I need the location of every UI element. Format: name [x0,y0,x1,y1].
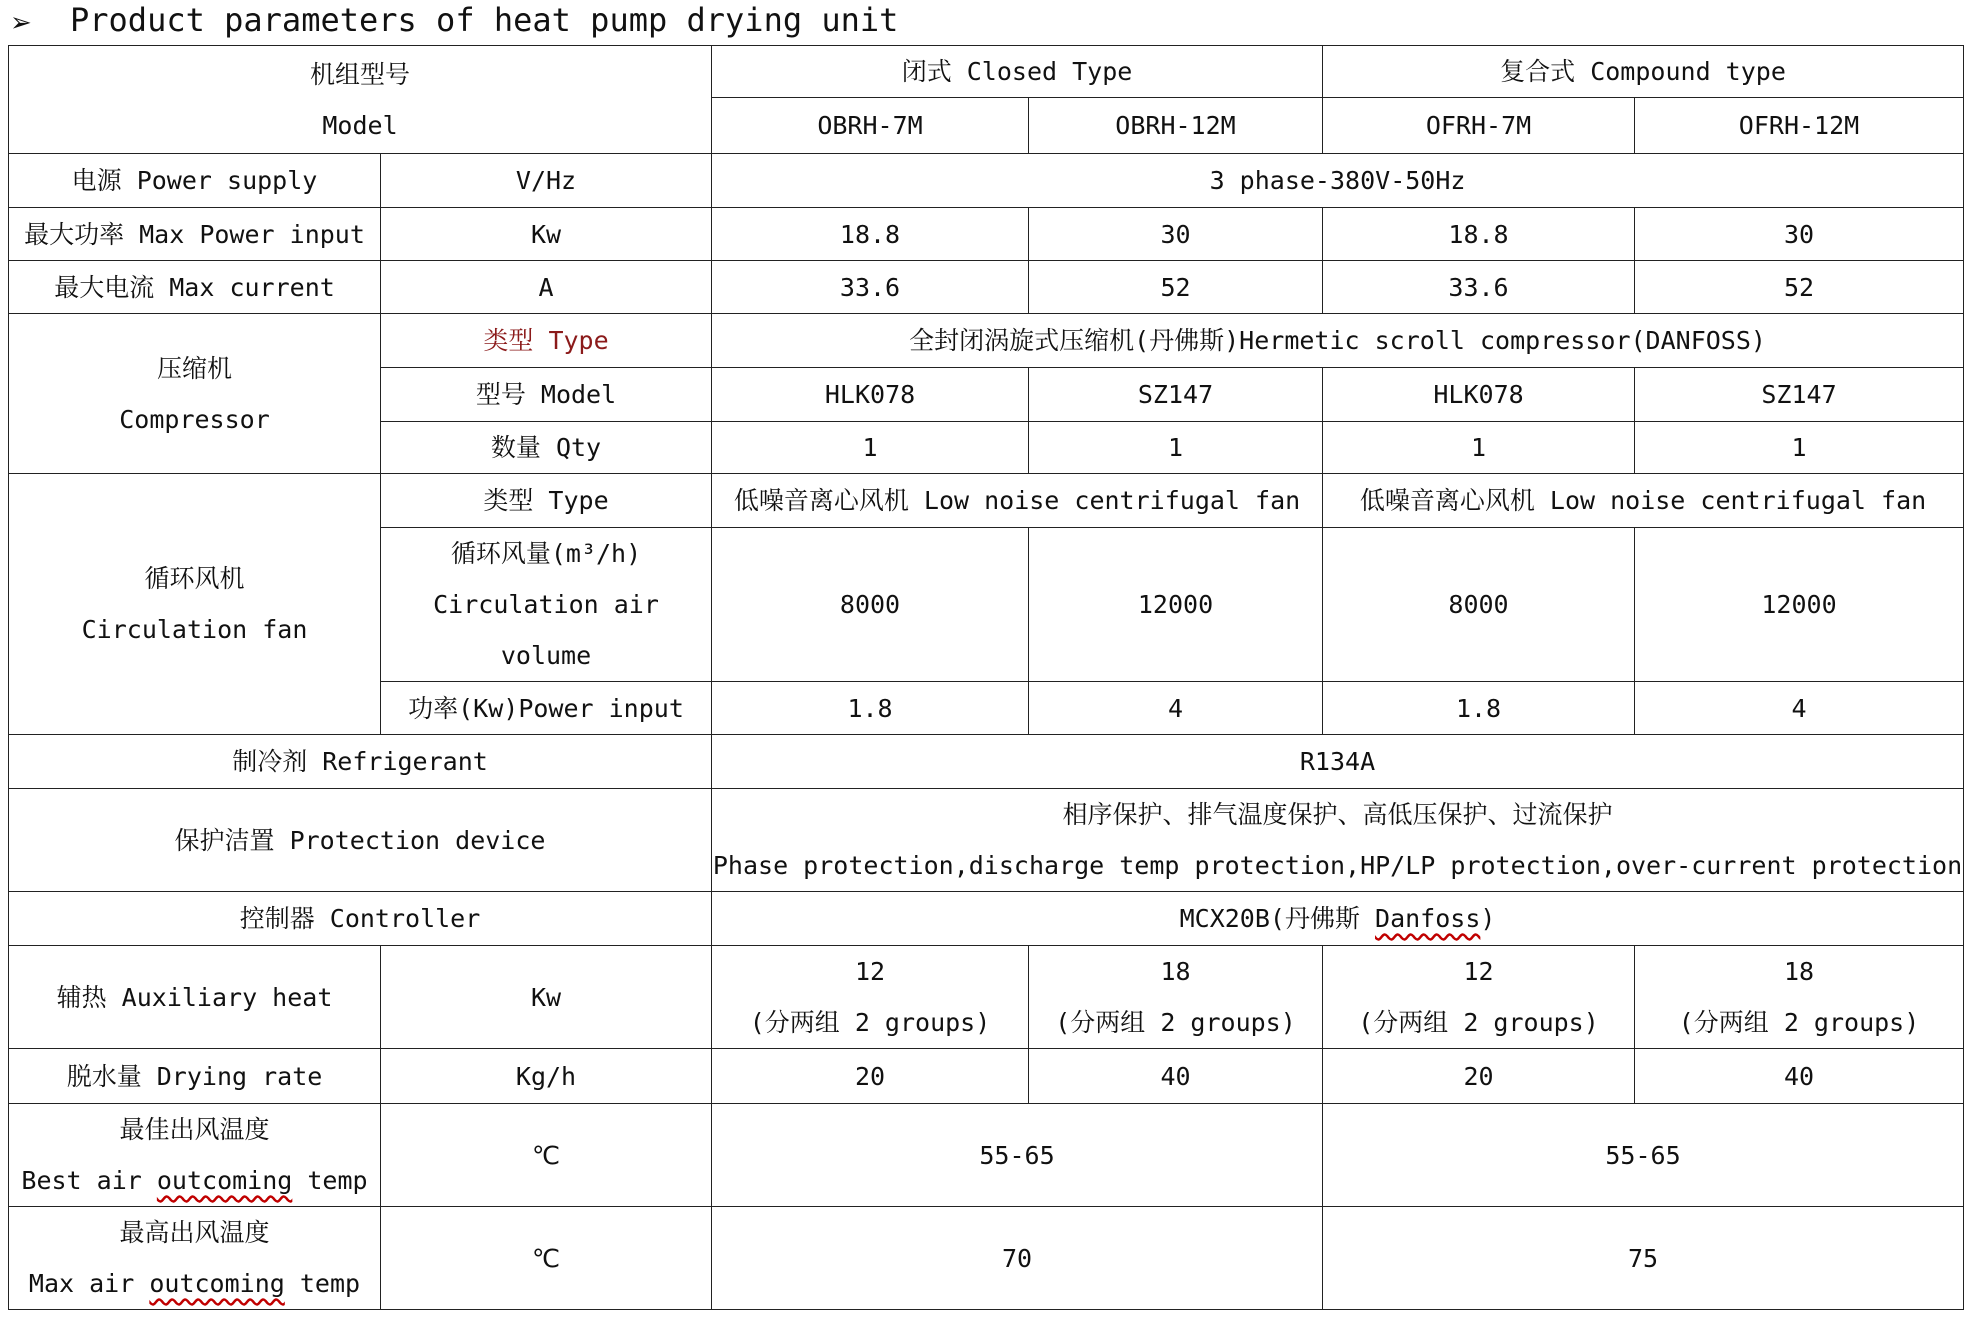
aux-heat-note: (分两组 2 groups) [749,1008,991,1037]
value-cell: 20 [1323,1049,1635,1104]
label-text-underlined: outcoming [156,1166,293,1195]
model-header-cn: 机组型号 [310,59,411,89]
fan-type-row [9,474,1964,528]
value-cell: 8000 [1323,528,1635,682]
sub-label-cell: 功率(Kw)Power input [381,682,712,735]
value-cell: 55-65 [1323,1104,1964,1207]
unit-cell: ℃ [381,1207,712,1310]
model-name-cell: OBRH-7M [712,98,1029,154]
model-name-cell: OBRH-12M [1029,98,1323,154]
value-cell: 1.8 [712,682,1029,735]
value-cell [712,946,1029,1049]
sub-label-cell [381,314,712,368]
protection-value-cn: 相序保护、排气温度保护、高低压保护、过流保护 [1062,800,1613,829]
value-cell: HLK078 [712,368,1029,422]
value-cell [1635,946,1964,1049]
unit-cell: V/Hz [381,154,712,208]
arrow-bullet-icon: ➢ [10,8,32,38]
value-cell: 30 [1029,208,1323,261]
row-label [9,1207,381,1310]
value-cell: 55-65 [712,1104,1323,1207]
row-label: 最大功率 Max Power input [9,208,381,261]
protection-value-en: Phase protection,discharge temp protection,HP/LP protection,over-current protection [712,851,1963,880]
value-cell: 18.8 [1323,208,1635,261]
value-cell: 4 [1029,682,1323,735]
compound-type-header: 复合式 Compound type [1323,46,1964,98]
value-cell: 12000 [1029,528,1323,682]
fan-label-cn: 循环风机 [144,564,245,593]
value-cell: 1 [1635,422,1964,474]
value-cell: 1.8 [1323,682,1635,735]
value-cell: 52 [1029,261,1323,314]
value-cell: SZ147 [1635,368,1964,422]
row-label: 最大电流 Max current [9,261,381,314]
value-cell [712,892,1964,946]
fan-volume-label-line: Circulation air [433,590,659,619]
best-temp-row [9,1104,1964,1207]
compressor-type-row [9,314,1964,368]
unit-cell: Kw [381,208,712,261]
fan-label-en: Circulation fan [81,615,308,644]
value-cell: 1 [712,422,1029,474]
value-cell: 3 phase-380V-50Hz [712,154,1964,208]
protection-row [9,789,1964,892]
value-cell: 1 [1323,422,1635,474]
value-cell: 18.8 [712,208,1029,261]
value-cell: 20 [712,1049,1029,1104]
value-cell: 全封闭涡旋式压缩机(丹佛斯)Hermetic scroll compressor(DANFOSS) [712,314,1964,368]
fan-volume-label-line: volume [500,641,592,670]
value-cell: 52 [1635,261,1964,314]
unit-cell: ℃ [381,1104,712,1207]
compressor-type-label-en: Type [548,326,609,355]
value-cell: 8000 [712,528,1029,682]
value-cell: 30 [1635,208,1964,261]
row-label: 制冷剂 Refrigerant [9,735,712,789]
max-current-row [9,261,1964,314]
controller-brand: Danfoss [1375,904,1481,933]
aux-heat-row [9,946,1964,1049]
sub-label-cell: 类型 Type [381,474,712,528]
value-cell [1323,946,1635,1049]
compressor-label-cn: 压缩机 [156,353,232,383]
best-temp-label-en [9,1155,380,1206]
power-supply-row [9,154,1964,208]
row-label: 辅热 Auxiliary heat [9,946,381,1049]
model-header-en: Model [322,110,398,140]
label-text: temp [292,1166,368,1195]
row-label: 电源 Power supply [9,154,381,208]
label-text: temp [284,1269,361,1298]
value-cell: 33.6 [1323,261,1635,314]
unit-cell: Kw [381,946,712,1049]
controller-value: MCX20B(丹佛斯 [1179,904,1376,933]
value-cell: 75 [1323,1207,1964,1310]
value-cell: 12000 [1635,528,1964,682]
max-temp-label-en [9,1258,380,1309]
refrigerant-row [9,735,1964,789]
label-text: Max air [28,1269,150,1298]
value-cell: 70 [712,1207,1323,1310]
aux-heat-value: 18 [1160,957,1191,986]
controller-value-suffix: ) [1480,904,1496,933]
spec-table [8,45,1964,1310]
unit-cell: Kg/h [381,1049,712,1104]
best-temp-label-cn: 最佳出风温度 [119,1115,270,1144]
aux-heat-value: 18 [1783,957,1815,986]
row-label: 保护洁置 Protection device [9,789,712,892]
drying-rate-row [9,1049,1964,1104]
closed-type-header: 闭式 Closed Type [712,46,1323,98]
value-cell: 40 [1029,1049,1323,1104]
compressor-type-label-cn: 类型 [483,326,534,355]
label-text: Best air [21,1166,157,1195]
aux-heat-note: (分两组 2 groups) [1358,1008,1599,1037]
compressor-label-en: Compressor [119,404,270,434]
label-text-underlined: outcoming [149,1269,285,1298]
model-name-cell: OFRH-7M [1323,98,1635,154]
page-heading [10,0,898,40]
row-label: 脱水量 Drying rate [9,1049,381,1104]
unit-cell: A [381,261,712,314]
value-cell: SZ147 [1029,368,1323,422]
model-name-cell: OFRH-12M [1635,98,1964,154]
max-power-row [9,208,1964,261]
value-cell: R134A [712,735,1964,789]
value-cell [1029,946,1323,1049]
fan-volume-label-line: 循环风量(m³/h) [450,539,642,568]
model-header-cell [9,46,712,154]
row-label: 控制器 Controller [9,892,712,946]
value-cell: 低噪音离心风机 Low noise centrifugal fan [712,474,1323,528]
fan-label-cell [9,474,381,735]
header-row-1 [9,46,1964,98]
max-temp-row [9,1207,1964,1310]
value-cell: HLK078 [1323,368,1635,422]
value-cell: 33.6 [712,261,1029,314]
controller-row [9,892,1964,946]
max-temp-label-cn: 最高出风温度 [119,1218,270,1247]
sub-label-cell: 数量 Qty [381,422,712,474]
value-cell: 40 [1635,1049,1964,1104]
value-cell: 低噪音离心风机 Low noise centrifugal fan [1323,474,1964,528]
row-label [9,1104,381,1207]
compressor-label-cell [9,314,381,474]
sub-label-cell: 型号 Model [381,368,712,422]
sub-label-cell [381,528,712,682]
value-cell [712,789,1964,892]
value-cell: 1 [1029,422,1323,474]
aux-heat-note: (分两组 2 groups) [1055,1008,1296,1037]
aux-heat-value: 12 [1463,957,1494,986]
aux-heat-note: (分两组 2 groups) [1678,1008,1920,1037]
heading-title: Product parameters of heat pump drying unit [70,1,899,39]
aux-heat-value: 12 [854,957,886,986]
value-cell: 4 [1635,682,1964,735]
